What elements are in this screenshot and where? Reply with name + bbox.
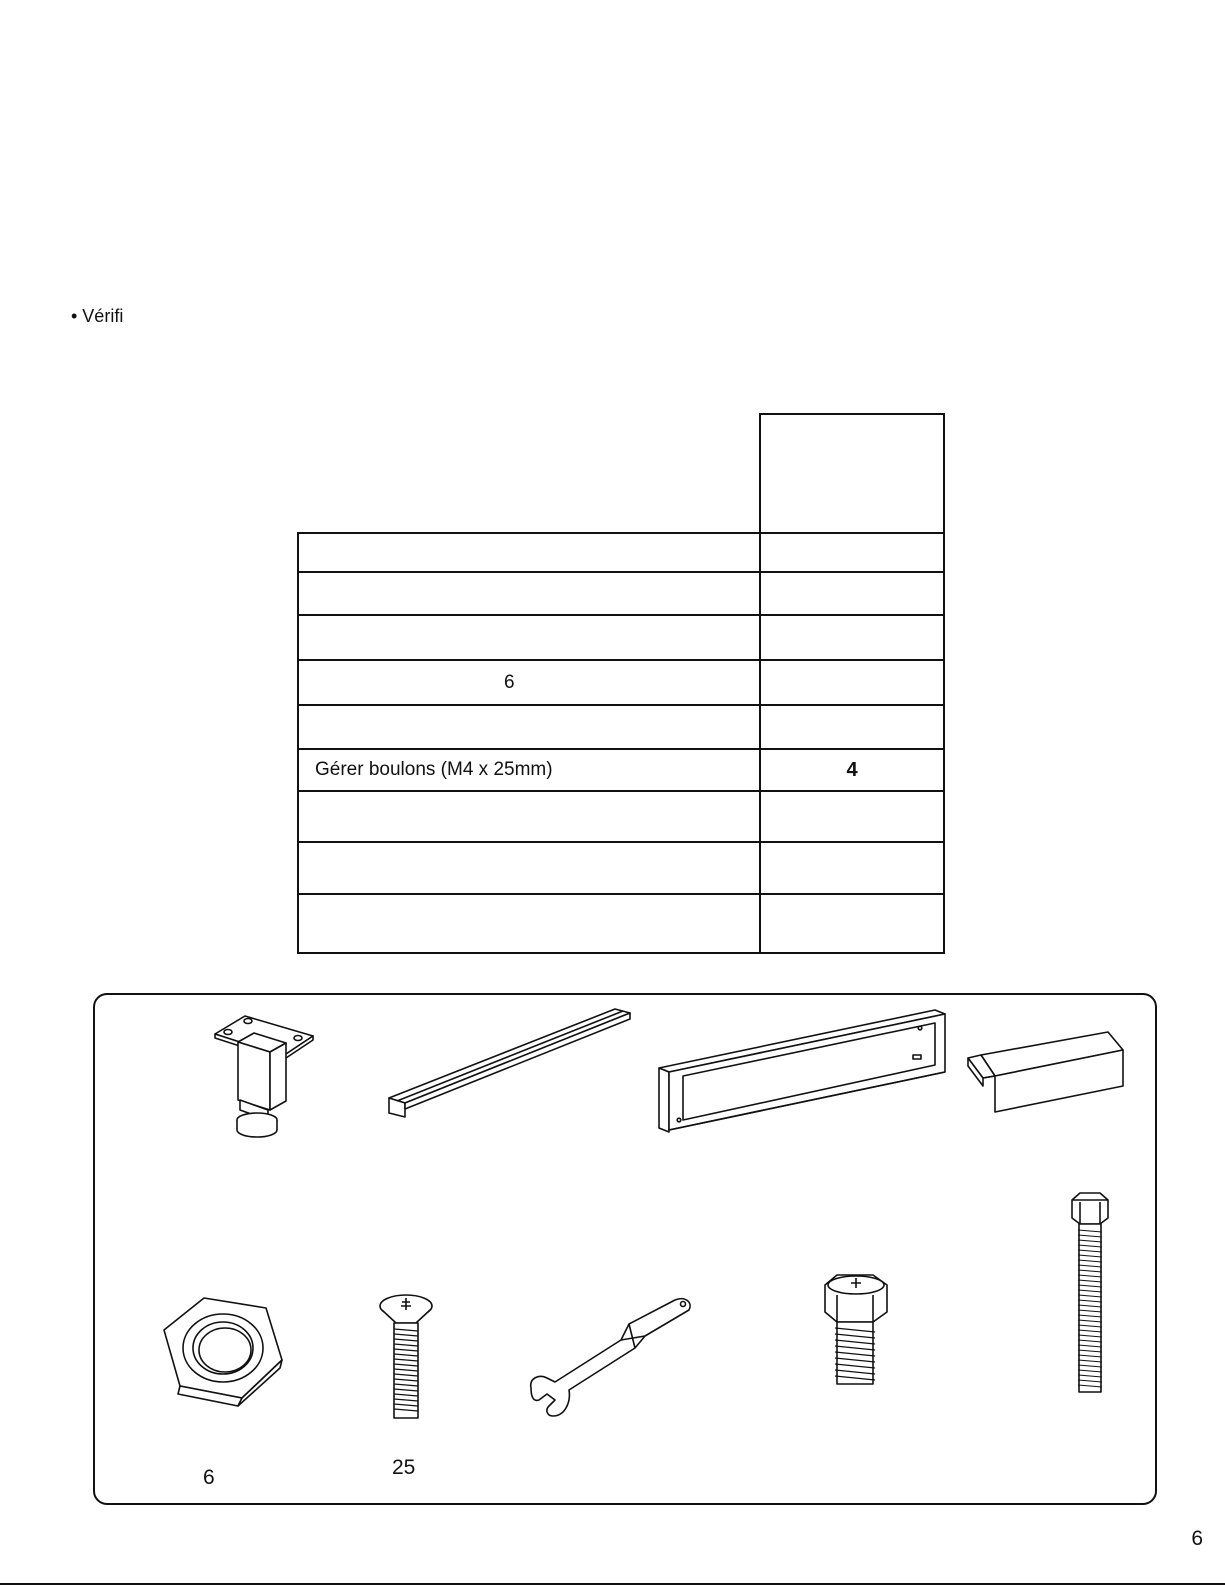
parts-table (297, 413, 945, 954)
part-description (298, 894, 760, 953)
part-description: Gérer boulons (M4 x 25mm) (298, 749, 760, 791)
part-quantity (760, 791, 944, 842)
leveling-foot-icon (210, 1012, 320, 1142)
flat-head-screw-icon (376, 1293, 436, 1423)
part-quantity (760, 660, 944, 705)
part-description (298, 615, 760, 660)
flat-head-screw-quantity: 25 (392, 1456, 416, 1479)
short-bracket-icon (963, 1028, 1128, 1116)
table-row (298, 894, 944, 953)
table-header-qty-cell (760, 414, 944, 533)
part-description-text: 6 (504, 671, 515, 693)
part-quantity (760, 533, 944, 572)
table-row (298, 842, 944, 894)
table-row (298, 660, 944, 705)
part-description (298, 572, 760, 615)
part-quantity (760, 842, 944, 894)
table-row (298, 705, 944, 749)
table-row (298, 533, 944, 572)
part-description (298, 842, 760, 894)
hex-nut-icon (158, 1290, 288, 1415)
table-row (298, 572, 944, 615)
part-description (298, 705, 760, 749)
part-quantity (760, 705, 944, 749)
table-header-blank (298, 414, 760, 533)
part-description (298, 791, 760, 842)
hex-nut-quantity: 6 (203, 1466, 215, 1489)
channel-rail-icon (655, 1008, 950, 1136)
table-row (298, 749, 944, 791)
part-quantity (760, 615, 944, 660)
wrench-icon (525, 1292, 700, 1422)
page-number: 6 (1191, 1527, 1203, 1550)
part-quantity (760, 894, 944, 953)
intro-bullet-text: • Vérifi (71, 306, 124, 326)
table-row (298, 615, 944, 660)
table-header-row (298, 414, 944, 533)
part-quantity: 4 (760, 749, 944, 791)
long-hex-bolt-icon (1068, 1190, 1112, 1398)
part-description (298, 660, 760, 705)
hex-head-bolt-icon (815, 1270, 895, 1390)
part-description (298, 533, 760, 572)
long-bracket-icon (385, 1005, 635, 1125)
table-row (298, 791, 944, 842)
part-quantity (760, 572, 944, 615)
